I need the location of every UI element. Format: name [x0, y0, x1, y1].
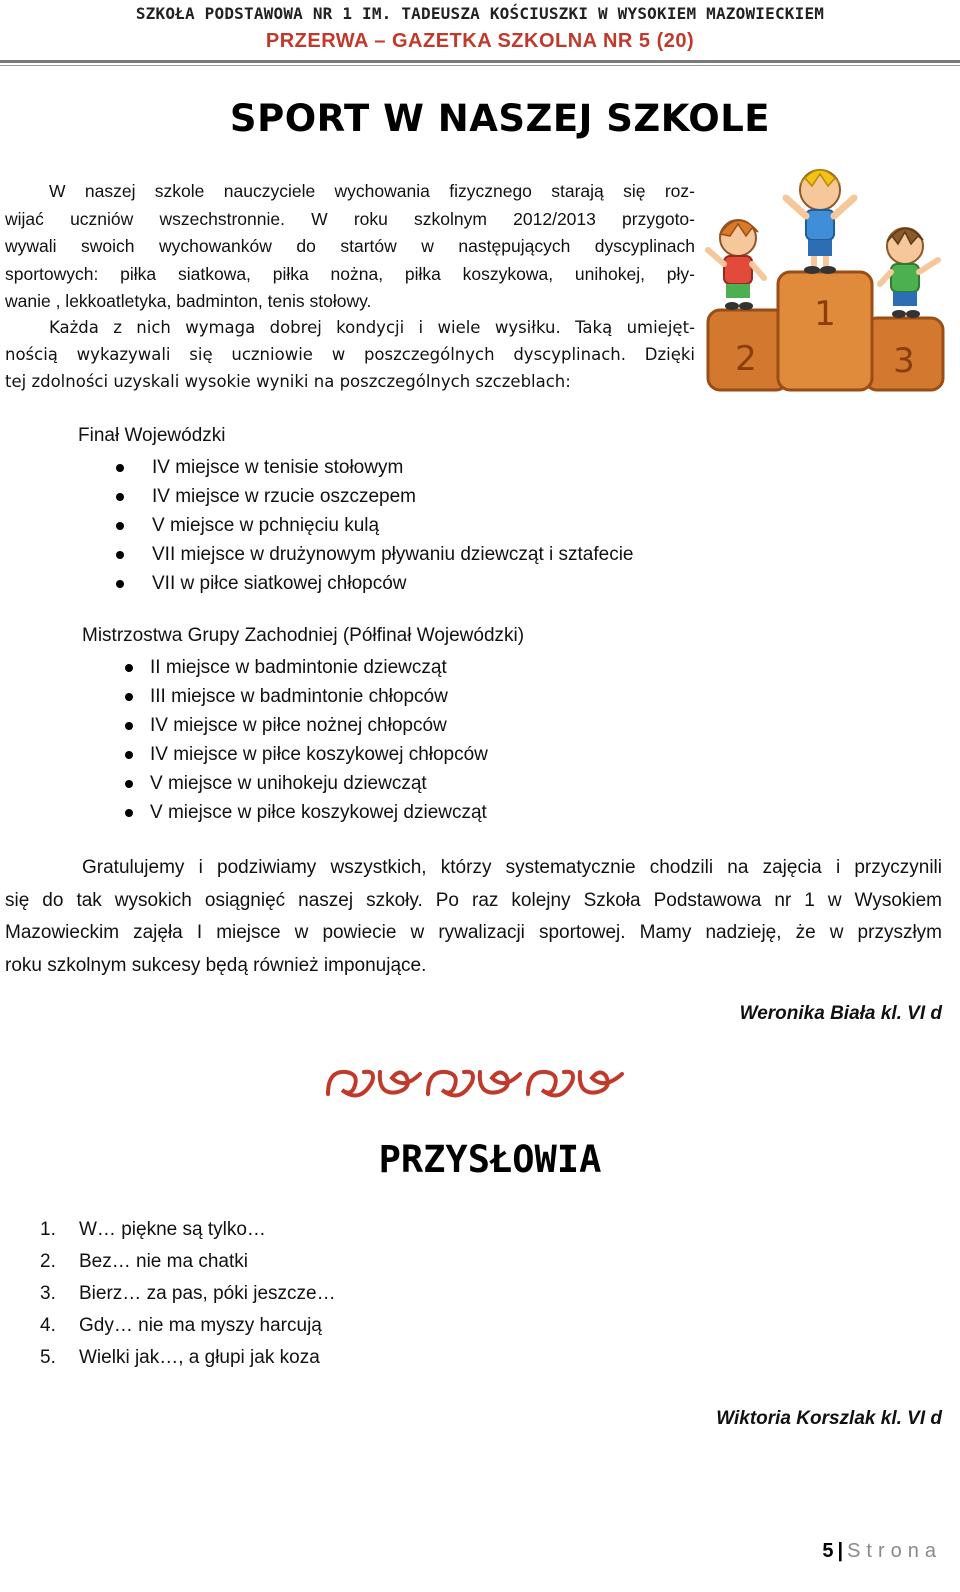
intro-line: W naszej szkole nauczyciele wychowania fizycznego starają się roz-: [49, 181, 695, 201]
child-figure-first: [786, 170, 854, 274]
child-figure-third: [880, 228, 938, 318]
list-item-number: 3.: [40, 1283, 56, 1304]
list-item: [152, 540, 634, 569]
proverbs-title: PRZYSŁOWIA: [378, 1138, 602, 1181]
list-item: [152, 511, 634, 540]
bullet-icon: [125, 693, 133, 701]
intro-line: wanie , lekkoatletyka, badminton, tenis stołowy.: [5, 291, 372, 311]
bullet-icon: [125, 751, 133, 759]
list-item-text: VII w piłce siatkowej chłopców: [152, 573, 407, 594]
list-item: [150, 653, 488, 682]
list-item-text: W… piękne są tylko…: [79, 1219, 266, 1240]
closing-line: Mazowieckim zajęła I miejsce w powiecie w rywalizacji sportowej. Mamy nadzieję, że w przyszłym: [5, 922, 942, 943]
list-item-text: IV miejsce w tenisie stołowym: [152, 457, 404, 478]
list-item: [150, 798, 488, 827]
bullet-icon: [125, 722, 133, 730]
intro-line: tej zdolności uzyskali wysokie wyniki na poszczególnych szczeblach:: [5, 372, 571, 391]
bullet-icon: [125, 809, 133, 817]
closing-line: się do tak wysokich osiągnięć naszej szkoły. Po raz kolejny Szkoła Podstawowa nr 1 w Wysokiem: [5, 889, 942, 911]
list-item: [40, 1278, 336, 1310]
list-item-text: IV miejsce w piłce nożnej chłopców: [150, 715, 447, 736]
header-divider: [0, 60, 960, 63]
list-item-number: 1.: [40, 1219, 56, 1240]
article-title: SPORT W NASZEJ SZKOLE: [229, 97, 771, 140]
page-footer: [822, 1540, 942, 1563]
list-item: [152, 482, 634, 511]
page-word: Strona: [847, 1540, 942, 1562]
list-item: [40, 1214, 336, 1246]
bullet-icon: [116, 493, 124, 501]
school-name-header: SZKOŁA PODSTAWOWA NR 1 IM. TADEUSZA KOŚCIUSZKI W WYSOKIEM MAZOWIECKIEM: [135, 4, 825, 23]
list-item-text: Bierz… za pas, póki jeszcze…: [79, 1283, 336, 1304]
header-divider-thin: [0, 65, 960, 66]
list-item-number: 2.: [40, 1251, 56, 1272]
list-item-text: V miejsce w pchnięciu kulą: [152, 515, 380, 536]
bullet-icon: [116, 464, 124, 472]
proverbs-list: [40, 1214, 336, 1374]
list-item: [40, 1246, 336, 1278]
list-item-number: 4.: [40, 1315, 56, 1336]
list-item: [152, 453, 634, 482]
list-item-text: III miejsce w badmintonie chłopców: [150, 686, 448, 707]
list-item: [40, 1342, 336, 1374]
bullet-icon: [116, 551, 124, 559]
list-item-text: Wielki jak…, a głupi jak koza: [79, 1347, 320, 1368]
bullet-icon: [116, 522, 124, 530]
child-figure-second: [708, 220, 764, 310]
list-item: [150, 711, 488, 740]
list-item-text: II miejsce w badmintonie dziewcząt: [150, 657, 447, 678]
final-heading: Finał Wojewódzki: [78, 425, 226, 446]
proverbs-author: Wiktoria Korszlak kl. VI d: [716, 1408, 942, 1429]
decorative-ornament-icon: [320, 1060, 630, 1104]
list-item: [150, 682, 488, 711]
podium-illustration: [700, 160, 950, 405]
intro-line: nością wykazywali się uczniowie w poszczególnych dyscyplinach. Dzięki: [5, 345, 695, 364]
list-item-text: IV miejsce w rzucie oszczepem: [152, 486, 416, 507]
list-item-text: Bez… nie ma chatki: [79, 1251, 248, 1272]
closing-line: Gratulujemy i podziwiamy wszystkich, którzy systematycznie chodzili na zajęcia i przyczynili: [82, 857, 942, 878]
bullet-icon: [116, 580, 124, 588]
intro-paragraph: [5, 178, 695, 316]
closing-paragraph: [5, 852, 942, 982]
intro-line: sportowych: piłka siatkowa, piłka nożna, piłka koszykowa, unihokej, pły-: [5, 263, 695, 284]
mistrzostwa-results-list: [150, 653, 488, 827]
podium-label-1: 1: [814, 294, 836, 334]
final-results-list: [152, 453, 634, 598]
bullet-icon: [125, 780, 133, 788]
list-item-text: V miejsce w unihokeju dziewcząt: [150, 773, 427, 794]
footer-separator: |: [837, 1540, 844, 1562]
list-item: [150, 769, 488, 798]
list-item: [40, 1310, 336, 1342]
list-item-text: IV miejsce w piłce koszykowej chłopców: [150, 744, 488, 765]
intro-paragraph-2: [5, 314, 695, 395]
podium-label-2: 2: [735, 339, 757, 379]
intro-line: wywali swoich wychowanków do startów w następujących dyscyplinach: [5, 236, 695, 256]
page-number: 5: [822, 1540, 834, 1562]
list-item: [150, 740, 488, 769]
intro-line: Każda z nich wymaga dobrej kondycji i wiele wysiłku. Taką umiejęt-: [49, 318, 695, 337]
bullet-icon: [125, 664, 133, 672]
list-item-text: VII miejsce w drużynowym pływaniu dziewcząt i sztafecie: [152, 544, 634, 565]
list-item-number: 5.: [40, 1347, 56, 1368]
article-author: Weronika Biała kl. VI d: [739, 1003, 942, 1024]
list-item-text: V miejsce w piłce koszykowej dziewcząt: [150, 802, 487, 823]
closing-line: roku szkolnym sukcesy będą również imponujące.: [5, 954, 427, 976]
intro-line: wijać uczniów wszechstronnie. W roku szkolnym 2012/2013 przygoto-: [5, 208, 695, 229]
list-item-text: Gdy… nie ma myszy harcują: [79, 1315, 322, 1336]
podium-label-3: 3: [893, 341, 915, 381]
mistrzostwa-heading: Mistrzostwa Grupy Zachodniej (Półfinał Wojewódzki): [82, 625, 525, 646]
gazette-title-header: PRZERWA – GAZETKA SZKOLNA NR 5 (20): [265, 30, 695, 52]
list-item: [152, 569, 634, 598]
